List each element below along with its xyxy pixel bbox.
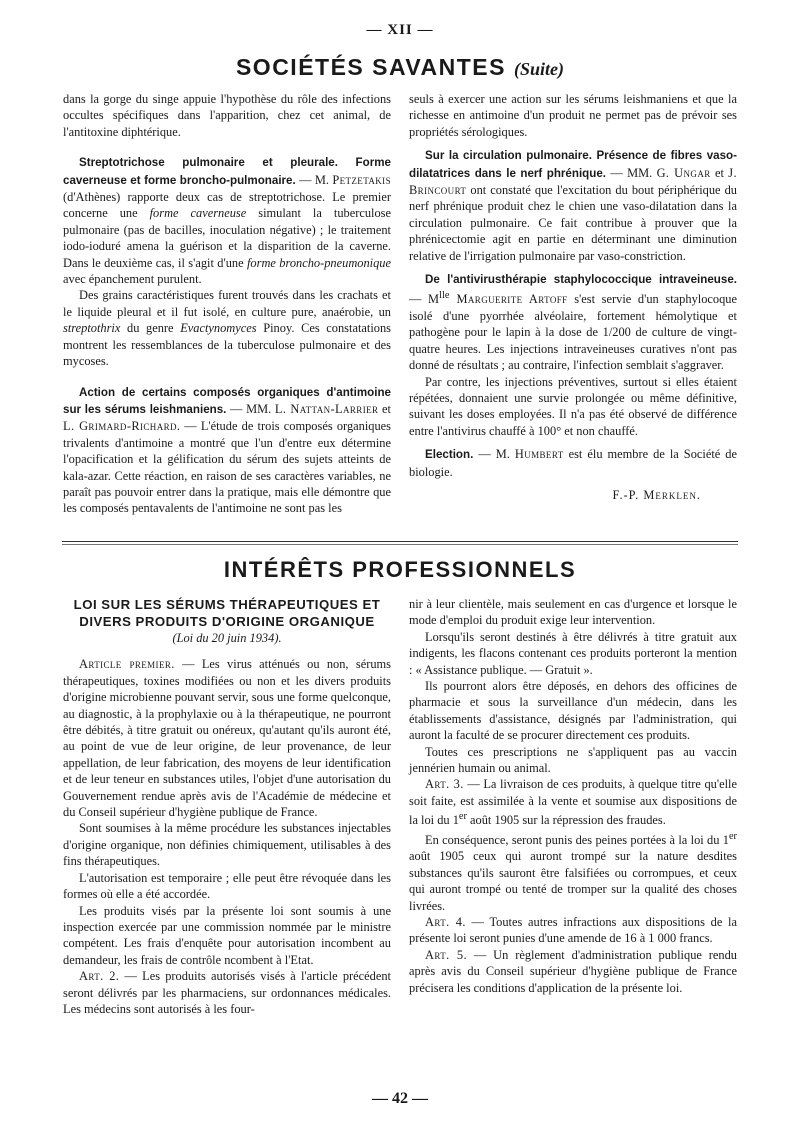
article-label: Art. 2. <box>79 969 120 984</box>
article-antivirustherapie: De l'antivirusthérapie staphylococcique intraveineuse. — $M^{lle}$ Marguerite Artoff s'est servie d'un staphylocoque isolé d'une pyorrhée alvéolaire, fortement hémolytique et pathogène pour le lapin à la dose de 1/200 de culture de vingt-quatre heures. Les injections intraveineuses curatives n'ont pas donné de résultats ; au contraire, l'infection semblait s'aggraver. <box>409 273 737 373</box>
signature: F.-P. Merklen. <box>612 488 701 503</box>
paragraph: L'autorisation est temporaire ; elle peut être révoquée dans les formes où elle a été accordée. <box>63 870 391 902</box>
article-1: Article premier. — Les virus atténués ou non, sérums thérapeutiques, toxines modifiées ou non et les divers produits d'origine microbienne pouvant servir, sous une forme quelconque, au diagnostic, à la prophylaxie ou à la thérapeutique, ne pourront être débités, à titre gratuit ou onéreux, qu'autant qu'ils auront été, au point de vue de leur origine, de leur provenance, de leur appellation, de leur fabrication, des moyens de leur identification et de leur teneur en substances utiles, l'objet d'une autorisation du Gouvernement rendue après avis de l'Académie de médecine et du Conseil supérieur d'hygiène publique de France. <box>63 657 391 820</box>
author-name: Petzetakis <box>332 172 391 187</box>
article-2: Art. 2. — Les produits autorisés visés à l'article précédent seront délivrés par les pharmaciens, sur ordonnances médicales. Les médecins sont autorisés à les four- <box>63 969 391 1016</box>
article-circulation-pulmonaire: Sur la circulation pulmonaire. Présence de fibres vaso-dilatatrices dans le nerf phrénique. — MM. G. Ungar et J. Brincourt ont constaté que l'excitation du bout périphérique du nerf phrénique produit chez le chien une vaso-dilatation dans la circulation pulmonaire. Ce fait contribue à prouver que la phrénicectomie agit en partie en déterminant une diminution relative de l'irrigation pulmonaire par vaso-constriction. <box>409 149 737 263</box>
paragraph: Des grains caractéristiques furent trouvés dans les crachats et le liquide pleural et il fut isolé, en culture pure, anaérobie, un streptothrix du genre Evactynomyces Pinoy. Ces constatations montrent les ressemblances de la tuberculose pulmonaire et des mycoses. <box>63 288 391 369</box>
article-title: De l'antivirusthérapie staphylococcique intraveineuse. <box>425 273 737 287</box>
author-name: Marguerite Artoff <box>449 292 568 307</box>
article-4: Art. 4. — Toutes autres infractions aux dispositions de la présente loi seront punies d'une amende de 16 à 1 000 francs. <box>409 914 737 946</box>
author-name: L. Grimard-Richard <box>63 419 177 434</box>
author-name: Humbert <box>514 447 564 462</box>
section-title: SOCIÉTÉS SAVANTES <box>235 54 506 80</box>
page-number: — 42 — <box>372 1090 428 1107</box>
author-name: G. Ungar <box>656 165 711 180</box>
author-name: L. Nattan-Larrier <box>274 401 379 416</box>
section-divider-thin <box>62 544 738 545</box>
article-5: Art. 5. — Un règlement d'administration publique rendu après avis du Conseil supérieur d'hygiène publique de France précisera les conditions d'application de la présente loi. <box>409 947 737 995</box>
column-left-bottom <box>63 596 391 1017</box>
section-suite-label: (Suite) <box>514 59 565 79</box>
article-title: Streptotrichose pulmonaire et pleurale. Forme caverneuse et forme broncho-pulmonaire. <box>63 156 391 187</box>
article-title: Election. <box>425 448 474 462</box>
paragraph: Par contre, les injections préventives, surtout si elles étaient répétées, donnaient une survie prolongée ou même définitive, suivant les doses employées. Il n'a pas été observé de différence entre l'antivirus chauffé à 100° et non chauffé. <box>409 374 737 438</box>
article-label: Article premier. <box>79 657 175 672</box>
column-right-top <box>409 91 737 503</box>
section-heading-societes-savantes <box>0 54 800 81</box>
paragraph: Sont soumises à la même procédure les substances injectables d'origine organique, non définies chimiquement, utilisables à des fins thérapeutiques. <box>63 821 391 869</box>
article-streptotrichose: Streptotrichose pulmonaire et pleurale. Forme caverneuse et forme broncho-pulmonaire. — M. Petzetakis (d'Athènes) rapporte deux cas de streptotrichose. Le premier concerne une forme caverneuse simulant la tuberculose pulmonaire (pas de bacilles, inoculation négative) ; le traitement iodo-ioduré amena la guérison et la disparition de la caverne. Dans le deuxième cas, il s'agit d'une forme broncho-pneumonique avec épanchement purulent. <box>63 156 391 287</box>
article-title: Sur la circulation pulmonaire. Présence de fibres vaso-dilatatrices dans le nerf phrénique. <box>409 149 737 180</box>
article-antimoine: Action de certains composés organiques d'antimoine sur les sérums leishmaniens. — MM. L. Nattan-Larrier et L. Grimard-Richard. — L'étude de trois composés organiques trivalents d'antimoine a montré que l'un d'entre eux détermine l'opacification et la gélification du sérum des sujets atteints de kala-azar. Cette réaction, en raison de ses caractères variables, ne paraît pas pouvoir entrer dans la pratique, mais elle démontre que les composés pentavalents de l'antimoine ne sont pas les <box>63 385 391 516</box>
law-title: LOI SUR LES SÉRUMS THÉRAPEUTIQUES ET DIVERS PRODUITS D'ORIGINE ORGANIQUE <box>73 597 381 629</box>
section-divider <box>62 541 738 542</box>
paragraph: En conséquence, seront punis des peines portées à la loi du 1er août 1905 ceux qui auront trompé sur la nature desdites substances qu'ils sauront être falsifiées ou corrompues, et ceux qui auront trompé ou tenté de tromper sur la qualité des choses livrées. <box>409 830 737 913</box>
paragraph: seuls à exercer une action sur les sérums leishmaniens et que la richesse en antimoine d'un produit ne permet pas de prévoir ses propriétés sérologiques. <box>409 92 737 139</box>
section-heading-interets-professionnels: INTÉRÊTS PROFESSIONNELS <box>223 557 577 582</box>
paragraph: Les produits visés par la présente loi sont soumis à une inspection exercée par une commission nommée par le ministre compétent. Les frais d'enquête pour autorisation incombent au demandeur, les frais de contrôle ncombent à l'Etat. <box>63 903 391 967</box>
article-election: Election. — M. Humbert est élu membre de la Société de biologie. <box>409 447 737 479</box>
article-label: Art. 5. <box>425 947 467 962</box>
paragraph: Toutes ces prescriptions ne s'appliquent pas au vaccin jennérien humain ou animal. <box>409 744 737 776</box>
author-name: J. Brincourt <box>409 165 737 198</box>
paragraph: Lorsqu'ils seront destinés à être délivrés à titre gratuit aux indigents, les flacons contenant ces produits porteront la mention : « Assistance publique. — Gratuit ». <box>409 629 737 677</box>
article-label: Art. 3. <box>425 777 464 792</box>
paragraph: Ils pourront alors être déposés, en dehors des officines de pharmacie et sous la surveillance d'un médecin, dans les établissements d'assistance, désignés par l'administration, qui auront la faculté de se procurer directement ces produits. <box>409 679 737 743</box>
article-title: Action de certains composés organiques d'antimoine sur les sérums leishmaniens. <box>63 385 391 416</box>
column-left-top <box>63 91 391 517</box>
page-folio-roman: — XII — <box>366 22 434 38</box>
paragraph: nir à leur clientèle, mais seulement en cas d'urgence et lorsque le mode d'emploi du produit exige leur intervention. <box>409 597 737 628</box>
paragraph: dans la gorge du singe appuie l'hypothèse du rôle des infections occultes spécifiques dans l'apparition, chez cet animal, de l'antitoxine diphtérique. <box>63 92 391 139</box>
law-subtitle: (Loi du 20 juin 1934). <box>172 631 282 645</box>
column-right-bottom <box>409 596 737 996</box>
article-3: Art. 3. — La livraison de ces produits, à quelque titre qu'elle soit faite, est assimilée à la vente et soumise aux dispositions de la loi du 1er août 1905 sur la répression des fraudes. <box>409 777 737 828</box>
article-label: Art. 4. <box>425 914 466 929</box>
